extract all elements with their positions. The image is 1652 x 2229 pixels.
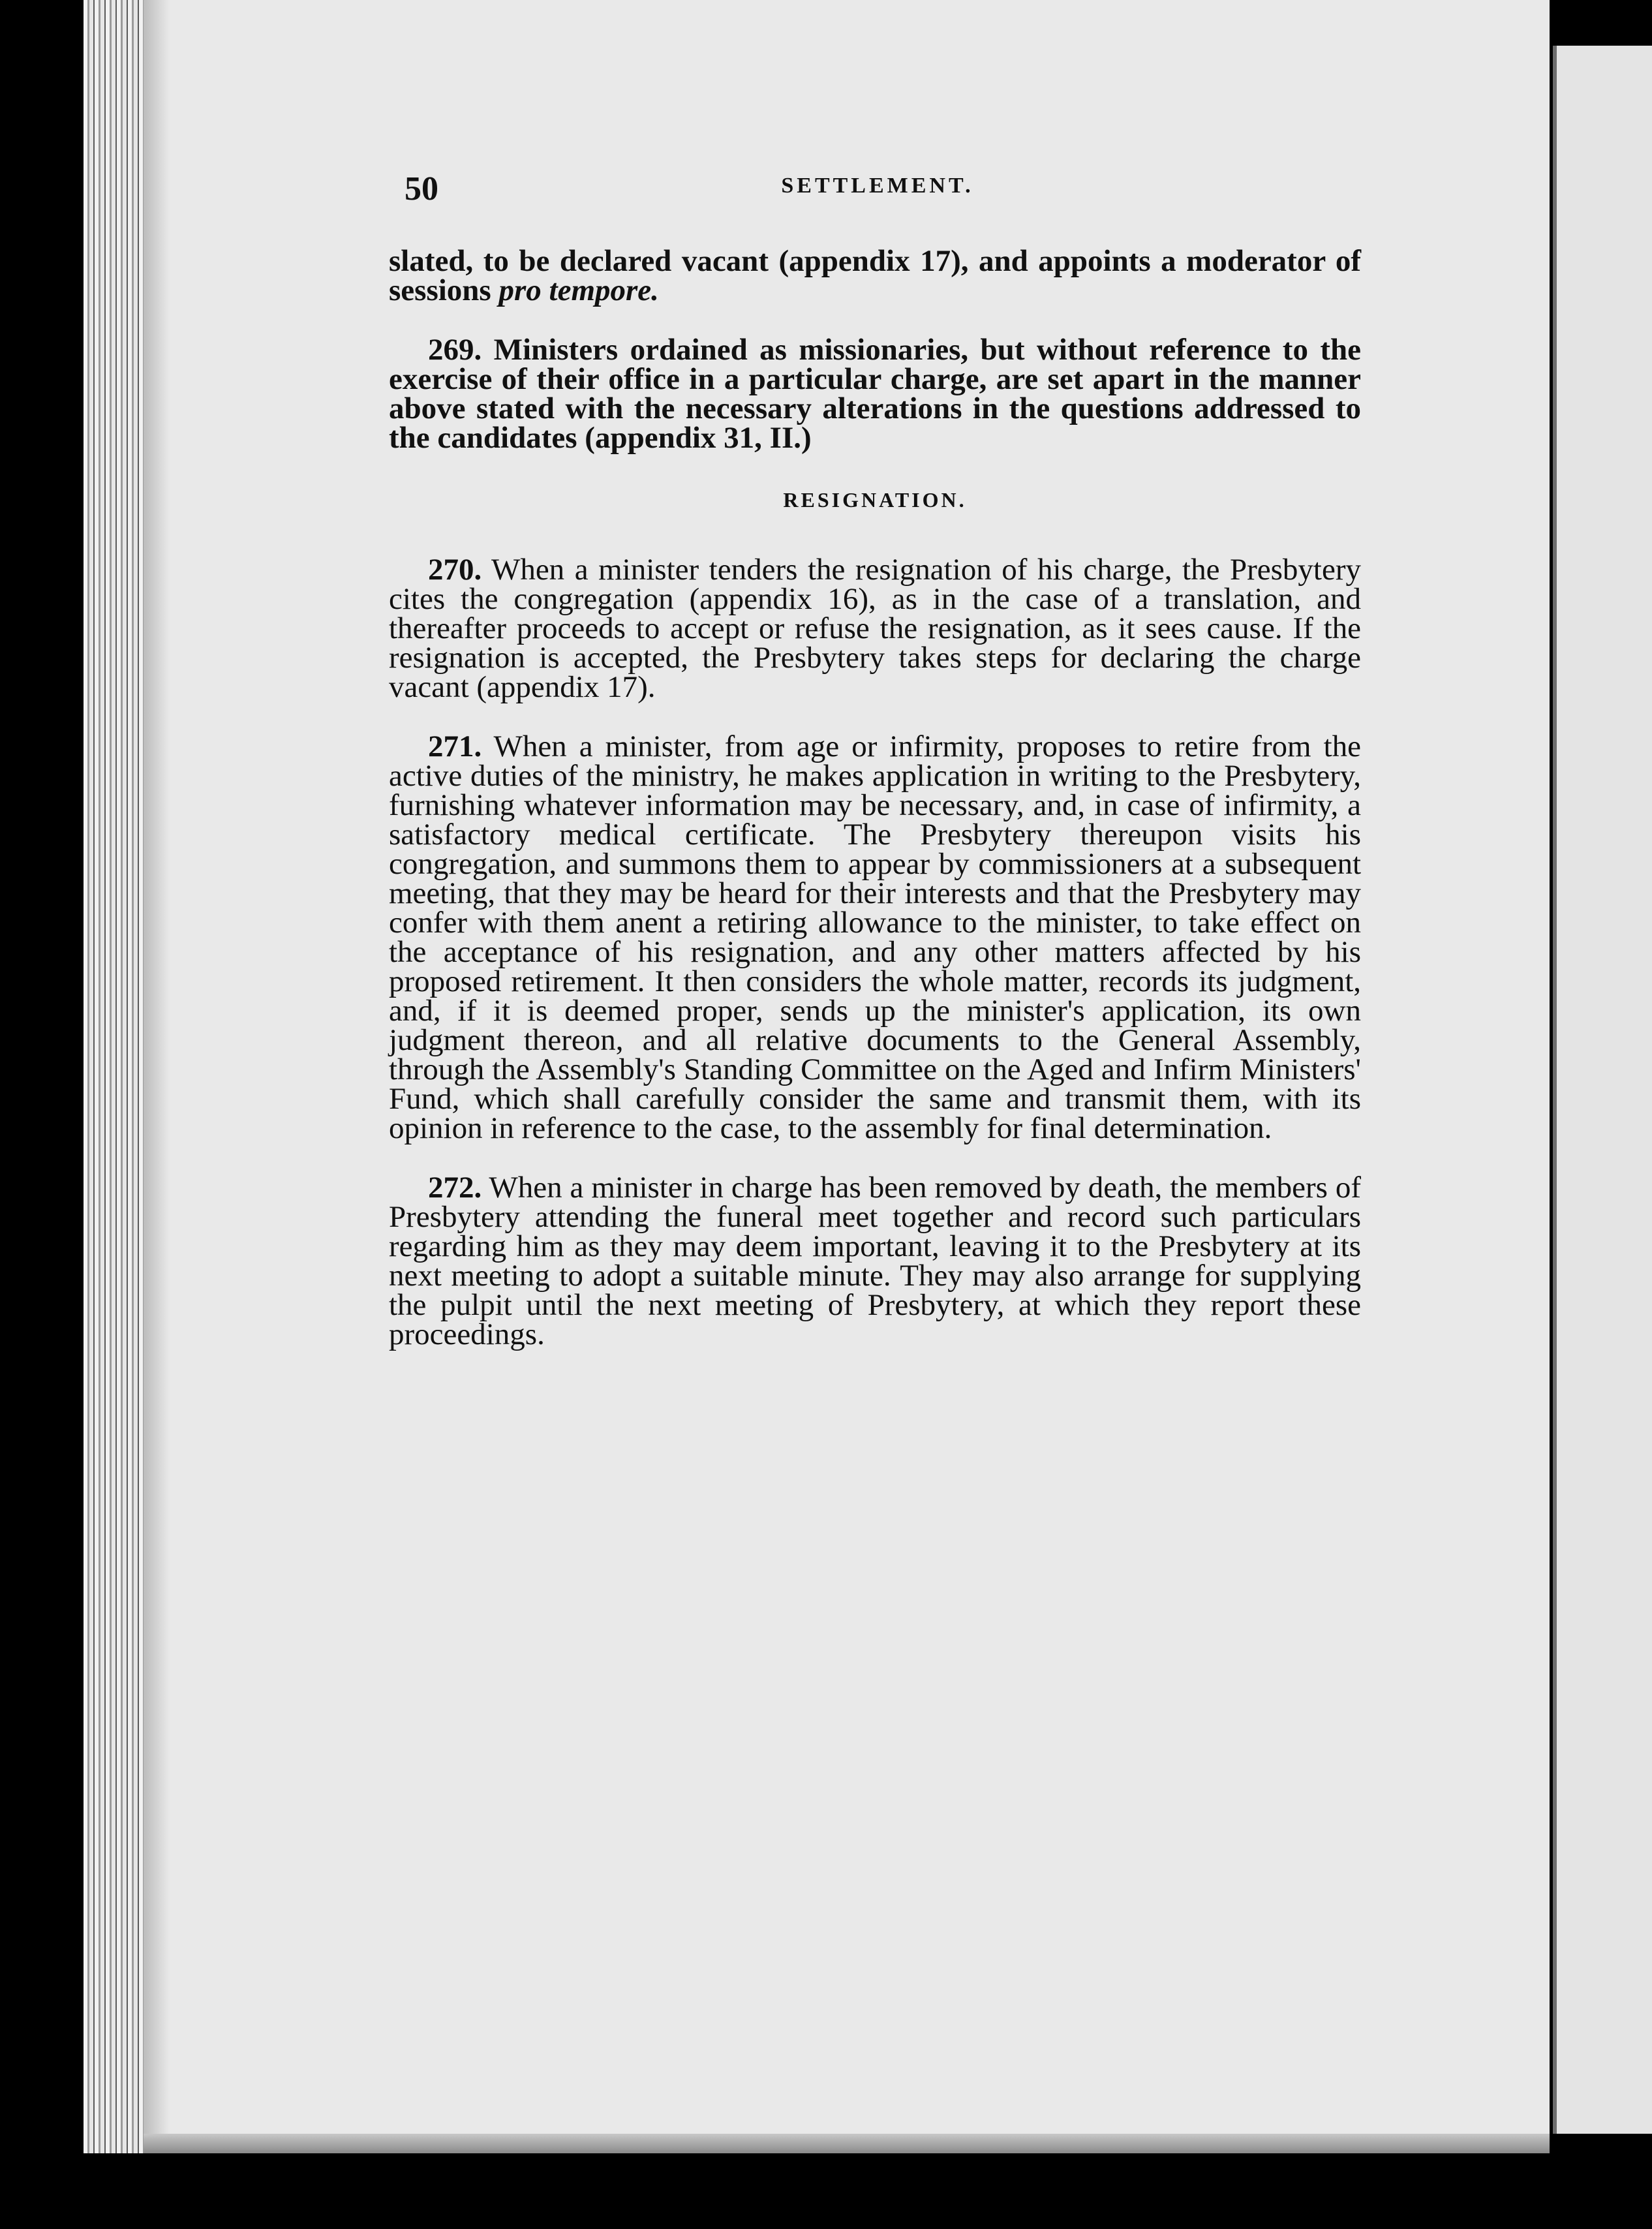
section-heading: RESIGNATION. <box>783 488 967 512</box>
paragraph-number: 271. <box>428 730 482 763</box>
paragraph-text: When a minister tenders the resignation of his charge, the Presbytery cites the congregation (appendix 16), as in the case of a translation, and thereafter proceeds to accept or refuse the resignation, as it sees cause. If the resignation is accepted, the Presbytery takes steps for declaring the charge vacant (appendix 17). <box>389 553 1361 704</box>
paragraph-number: 269. <box>428 333 482 367</box>
paragraph-number: 270. <box>428 553 482 587</box>
book-binding <box>84 0 144 2153</box>
paragraph-text: When a minister in charge has been removed by death, the members of Presbytery attending the funeral meet together and record such particulars regarding him as they may deem important, leaving it to the Presbytery at its next meeting to adopt a suitable minute. They may also arrange for supplying the pulpit until the next meeting of Presbytery, at which they report these proceedings. <box>389 1171 1361 1351</box>
paragraph-text: slated, to be declared vacant (appendix 17), and appoints a moderator of sessions <box>389 244 1361 307</box>
gutter-shadow <box>144 0 170 2147</box>
page-body <box>389 244 1361 1379</box>
running-head: SETTLEMENT. <box>781 174 974 198</box>
page-number: 50 <box>405 170 438 208</box>
page-bottom-edge <box>144 2134 1550 2153</box>
paragraph-text: Ministers ordained as missionaries, but without reference to the exercise of their office in a particular charge, are set apart in the manner above stated with the necessary alterations in the questions addressed to the candidates (appendix 31, II.) <box>389 333 1361 455</box>
paragraph-number: 272. <box>428 1171 482 1205</box>
paragraph-text: When a minister, from age or infirmity, proposes to retire from the active duties of the ministry, he makes application in writing to the Presbytery, furnishing whatever information may be necessary, and, in case of infirmity, a satisfactory medical certificate. The Presbytery thereupon visits his congregation, and summons them to appear by commissioners at a subsequent meeting, that they may be heard for their interests and that the Presbytery may confer with them anent a retiring allowance to the minister, to take effect on the acceptance of his resignation, and any other matters affected by his proposed retirement. It then considers the whole matter, records its judgment, and, if it is deemed proper, sends up the minister's application, its own judgment thereon, and all relative documents to the General Assembly, through the Assembly's Standing Committee on the Aged and Infirm Ministers' Fund, which shall carefully consider the same and transmit them, with its opinion in reference to the case, to the assembly for final determination. <box>389 730 1361 1145</box>
page-header <box>405 170 1351 209</box>
facing-page-edge <box>1553 46 1652 2134</box>
paragraph-272 <box>389 1173 1361 1349</box>
paragraph-271 <box>389 732 1361 1143</box>
paragraph-continued <box>389 244 1361 307</box>
italic-phrase: pro tempore. <box>498 273 659 307</box>
paragraph-269 <box>389 335 1361 453</box>
paragraph-270 <box>389 555 1361 702</box>
